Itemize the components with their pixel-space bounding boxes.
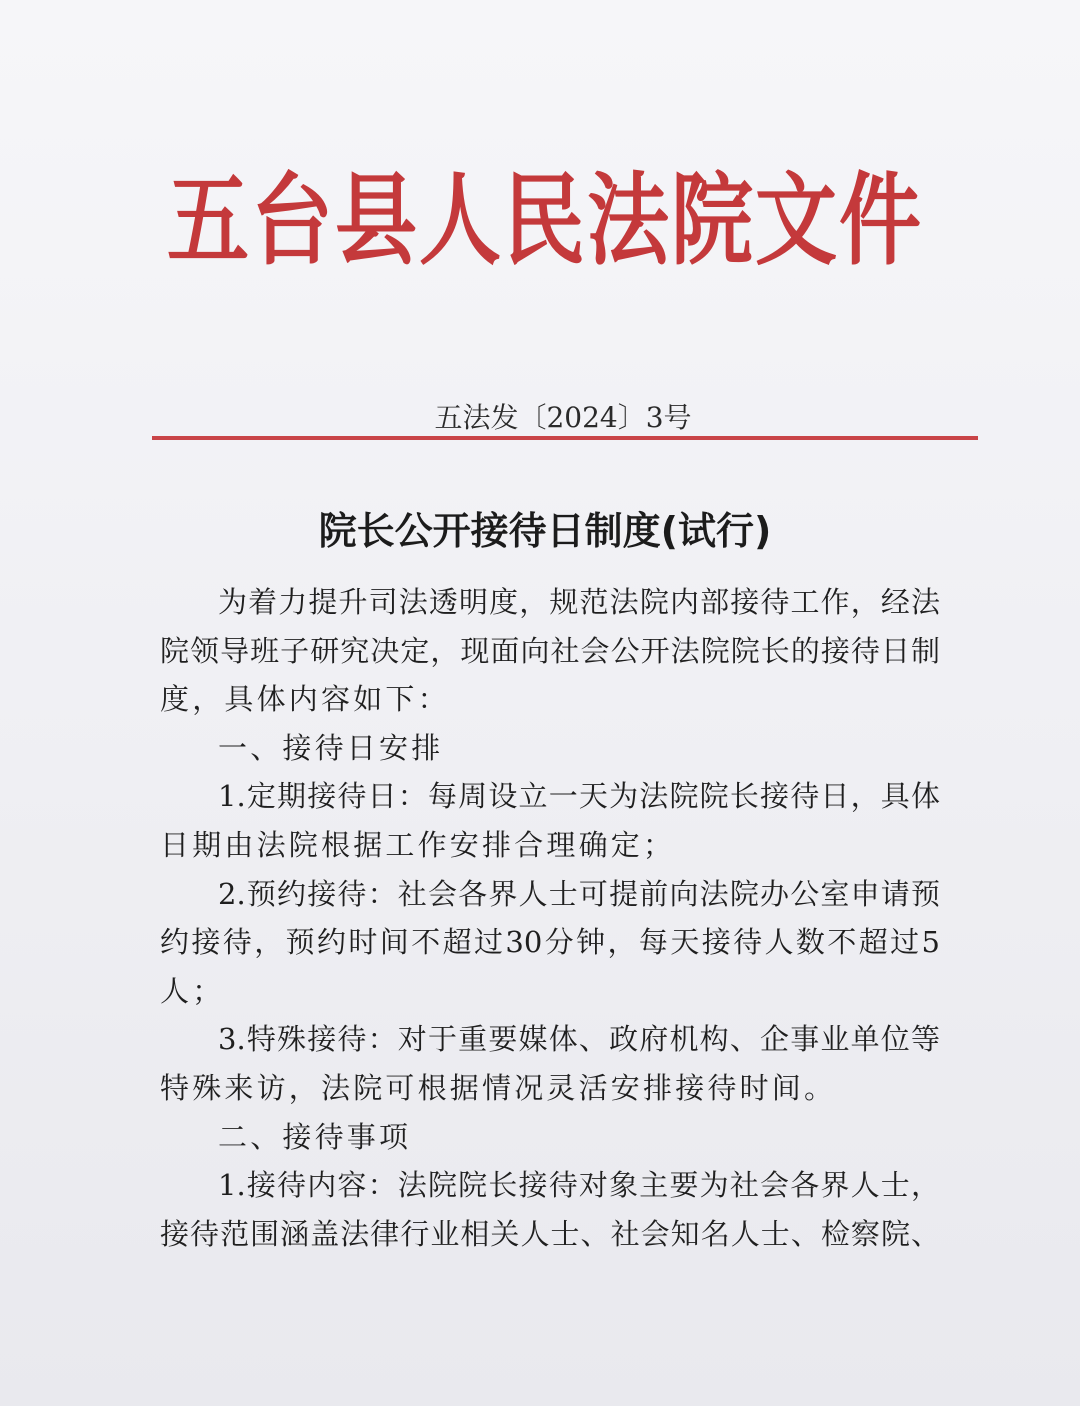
- red-separator-line: [152, 436, 978, 440]
- body-line: 院领导班子研究决定，现面向社会公开法院院长的接待日制: [160, 633, 940, 668]
- body-line: 度，具体内容如下：: [160, 682, 450, 717]
- body-line: 特殊来访，法院可根据情况灵活安排接待时间。: [160, 1070, 837, 1105]
- issuer-heading: 五台县人民法院文件: [166, 163, 923, 280]
- section-heading: 二、接待事项: [218, 1119, 412, 1154]
- body-line: 3.特殊接待：对于重要媒体、政府机构、企事业单位等: [218, 1022, 940, 1057]
- body-line: 1.定期接待日：每周设立一天为法院院长接待日，具体: [218, 779, 940, 814]
- body-line: 约接待，预约时间不超过30分钟，每天接待人数不超过5: [160, 925, 940, 960]
- body-line: 人；: [160, 973, 225, 1008]
- document-body: [160, 578, 940, 1258]
- document-number: 五法发〔2024〕3号: [434, 401, 692, 434]
- body-line: 为着力提升司法透明度，规范法院内部接待工作，经法: [218, 585, 940, 619]
- document-title: 院长公开接待日制度(试行): [318, 509, 772, 553]
- body-line: 接待范围涵盖法律行业相关人士、社会知名人士、检察院、: [160, 1216, 940, 1251]
- body-line: 2.预约接待：社会各界人士可提前向法院办公室申请预: [218, 876, 940, 911]
- body-line: 1.接待内容：法院院长接待对象主要为社会各界人士，: [218, 1168, 940, 1203]
- section-heading: 一、接待日安排: [218, 730, 444, 765]
- body-line: 日期由法院根据工作安排合理确定；: [160, 827, 676, 862]
